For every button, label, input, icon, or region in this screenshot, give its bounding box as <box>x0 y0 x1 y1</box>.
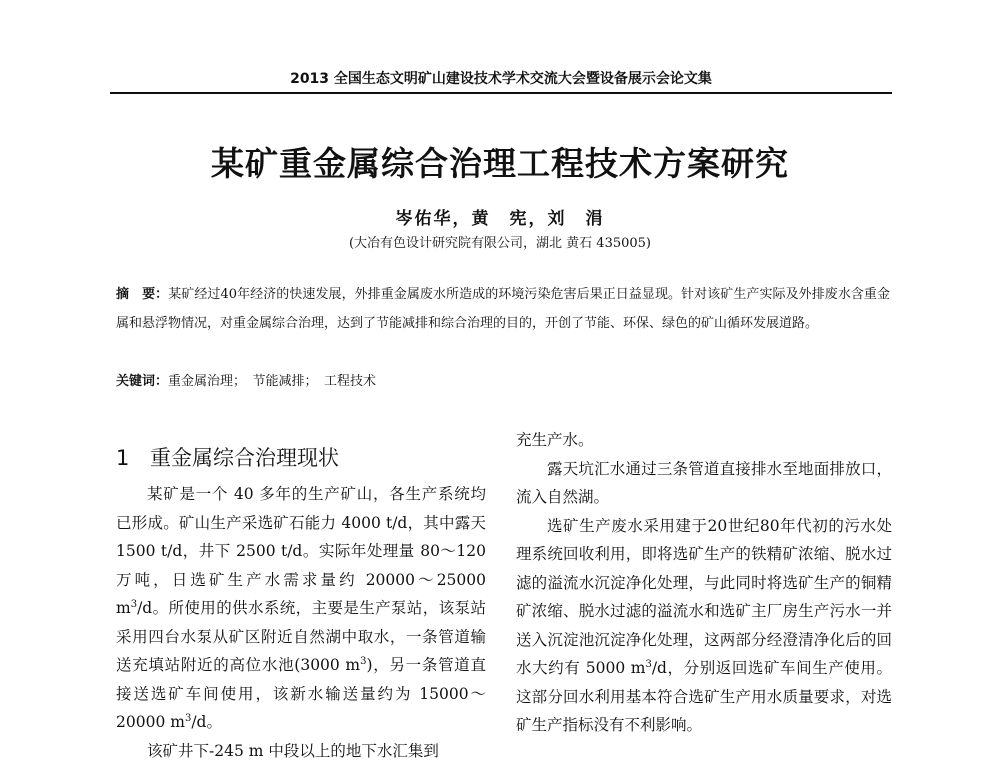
abstract-label: 摘 要： <box>116 287 168 302</box>
abstract-text: 某矿经过40年经济的快速发展，外排重金属废水所造成的环境污染危害后果正日益显现。针对该矿生产实际及外排废水含重金属和悬浮物情况，对重金属综合治理，达到了节能减排和综合治理的目的，开创了节能、环保、绿色的矿山循环发展道路。 <box>116 287 890 331</box>
abstract <box>116 280 890 338</box>
body-paragraph <box>516 455 892 512</box>
section-number: 1 <box>116 440 150 476</box>
section-heading <box>116 440 486 476</box>
paragraph-text: /d，分别返回选矿车间生产使用。这部分回水利用基本符合选矿生产用水质量要求，对选矿生产指标没有不利影响。 <box>516 659 892 734</box>
paragraph-text: 某矿是一个 40 多年的生产矿山，各生产系统均已形成。矿山生产采选矿石能力 4000 t/d，其中露天 1500 t/d，井下 2500 t/d。实际年处理量 80～120 万吨，日选矿生产水需求量约 20000～25000 m <box>116 485 486 617</box>
paragraph-text: 露天坑汇水通过三条管道直接排水至地面排放口，流入自然湖。 <box>516 460 892 507</box>
superscript: 3 <box>185 713 191 724</box>
running-header: 2013 全国生态文明矿山建设技术学术交流大会暨设备展示会论文集 <box>110 68 892 88</box>
body-paragraph <box>116 737 486 765</box>
right-column <box>516 426 892 745</box>
superscript: 3 <box>360 656 366 667</box>
paragraph-text: /d。所使用的供水系统，主要是生产泵站，该泵站采用四台水泵从矿区附近自然湖中取水，一条管道输送充填站附近的高位水池(3000 m <box>116 599 486 674</box>
keywords-text: 重金属治理； 节能减排； 工程技术 <box>168 374 376 389</box>
section-title: 重金属综合治理现状 <box>150 446 339 470</box>
superscript: 3 <box>645 659 651 670</box>
superscript: 3 <box>131 599 137 610</box>
keywords-label: 关键词： <box>116 374 168 389</box>
paragraph-text: 该矿井下-245 m 中段以上的地下水汇集到 <box>147 742 439 760</box>
paragraph-text: 充生产水。 <box>516 431 594 449</box>
paragraph-text: 选矿生产废水采用建于20世纪80年代初的污水处理系统回收利用，即将选矿生产的铁精矿浓缩、脱水过滤的溢流水沉淀净化处理，与此同时将选矿生产的铜精矿浓缩、脱水过滤的溢流水和选矿主厂房生产污水一并送入沉淀池沉淀净化处理，这两部分经澄清净化后的回水大约有 5000 m <box>516 517 892 678</box>
body-paragraph <box>516 512 892 740</box>
body-paragraph <box>116 480 486 737</box>
paper-title: 某矿重金属综合治理工程技术方案研究 <box>0 138 1000 185</box>
paragraph-text: )，另一条管道直接送选矿车间使用，该新水输送量约为 15000～20000 m <box>116 656 486 731</box>
header-rule <box>110 92 892 94</box>
paragraph-text: /d。 <box>191 713 222 731</box>
keywords <box>116 371 890 393</box>
left-column <box>116 440 486 745</box>
body-paragraph <box>516 426 892 455</box>
author-list: 岑佑华，黄 宪，刘 涓 <box>0 204 1000 229</box>
affiliation: (大冶有色设计研究院有限公司，湖北 黄石 435005) <box>0 232 1000 251</box>
